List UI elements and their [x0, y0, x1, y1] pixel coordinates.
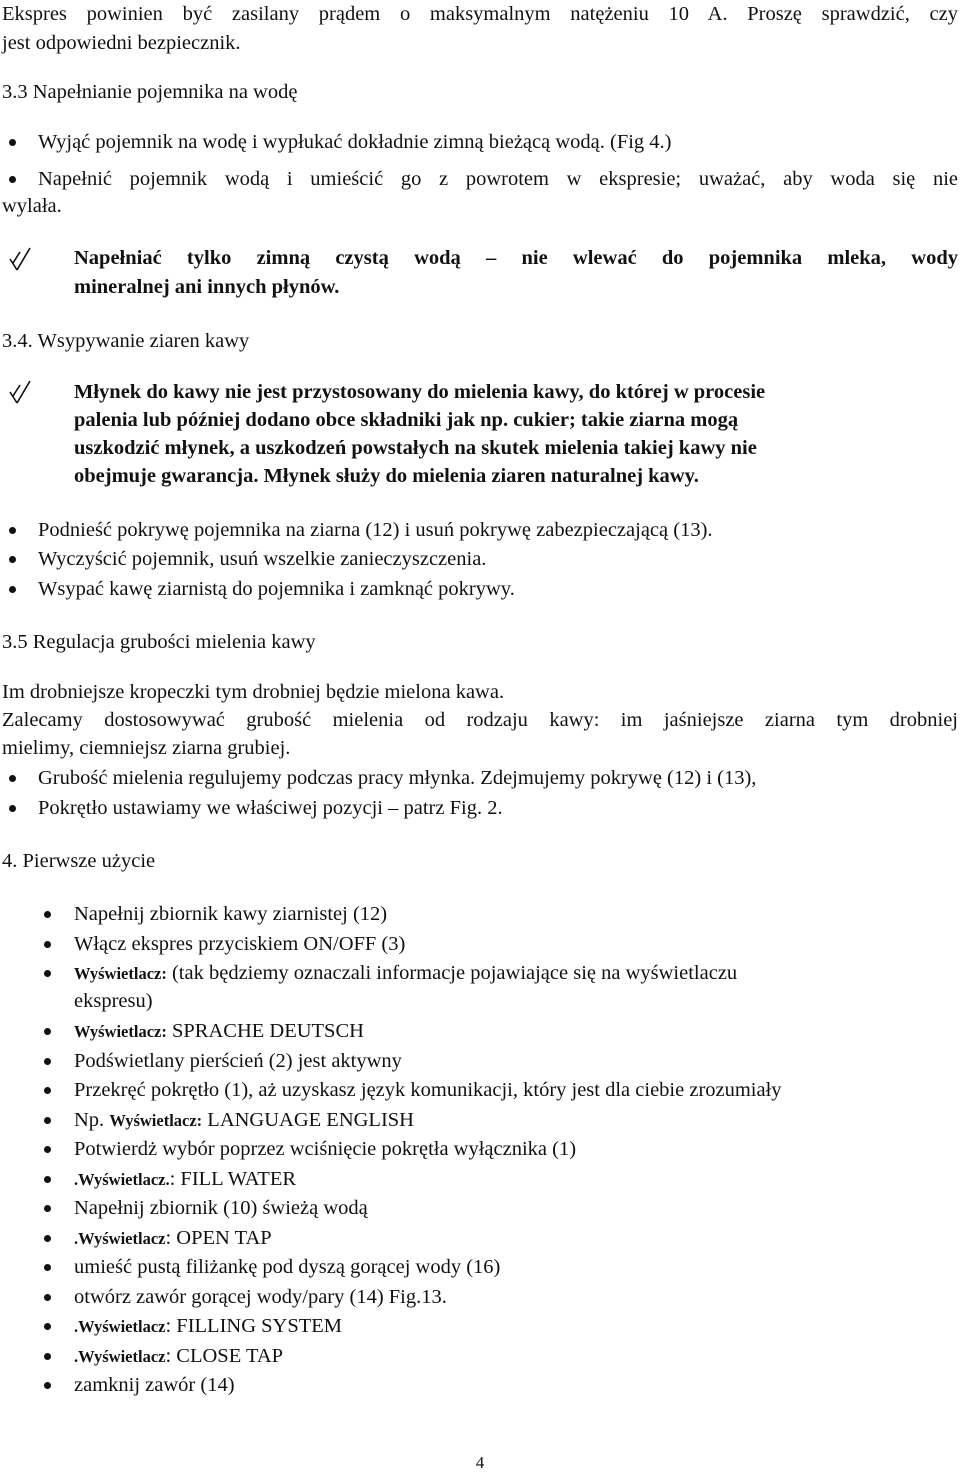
bullet-icon	[44, 1264, 51, 1271]
warning-check-icon	[8, 246, 32, 274]
s4-item-9	[74, 1165, 296, 1194]
s4-item-4-text: SPRACHE DEUTSCH	[171, 1020, 364, 1042]
s34-warning-line-2: palenia lub później dodano obce składniki jak np. cukier; takie ziarna mogą	[74, 409, 739, 431]
s4-item-3-text: (tak będziemy oznaczali informacje pojawiające się na wyświetlaczu	[171, 962, 738, 984]
bullet-icon	[44, 1146, 51, 1153]
bullet-icon	[9, 805, 16, 812]
s33-warning-line-1: Napełniać tylko zimną czystą wodą – nie wlewać do pojemnika mleka, wody	[74, 247, 958, 269]
s33-item-2: Napełnić pojemnik wodą i umieścić go z powrotem w ekspresie; uważać, aby woda się nie	[38, 168, 958, 190]
s4-item-11-text: : OPEN TAP	[165, 1227, 272, 1249]
bullet-icon	[9, 775, 16, 782]
display-label: Wyświetlacz:	[74, 1022, 167, 1041]
s4-item-4	[74, 1017, 364, 1046]
s4-item-9-text: : FILL WATER	[169, 1168, 297, 1190]
s4-item-11	[74, 1224, 272, 1253]
bullet-icon	[9, 139, 16, 146]
s34-item-2: Wyczyścić pojemnik, usuń wszelkie zanieczyszczenia.	[38, 548, 487, 570]
s33-item-1: Wyjąć pojemnik na wodę i wypłukać dokładnie zimną bieżącą wodą. (Fig 4.)	[38, 131, 672, 153]
s4-item-1: Napełnij zbiornik kawy ziarnistej (12)	[74, 903, 388, 925]
s4-item-10: Napełnij zbiornik (10) świeżą wodą	[74, 1197, 368, 1219]
s4-item-5: Podświetlany pierścień (2) jest aktywny	[74, 1050, 402, 1072]
display-label: .Wyświetlacz.	[74, 1170, 170, 1189]
bullet-icon	[44, 970, 51, 977]
bullet-icon	[44, 1028, 51, 1035]
s34-warning-line-3: uszkodzić młynek, a uszkodzeń powstałych na skutek mielenia takiej kawy nie	[74, 437, 757, 459]
s4-item-7-text: LANGUAGE ENGLISH	[207, 1109, 414, 1131]
intro-line-2: jest odpowiedni bezpiecznik.	[2, 32, 241, 54]
section-3-4-heading: 3.4. Wsypywanie ziaren kawy	[2, 330, 250, 352]
bullet-icon	[9, 527, 16, 534]
bullet-icon	[44, 1382, 51, 1389]
bullet-icon	[44, 1087, 51, 1094]
bullet-icon	[44, 1205, 51, 1212]
s34-warning-line-1: Młynek do kawy nie jest przystosowany do mielenia kawy, do której w procesie	[74, 381, 766, 403]
s4-item-16: zamknij zawór (14)	[74, 1374, 235, 1396]
bullet-icon	[44, 1058, 51, 1065]
bullet-icon	[44, 1323, 51, 1330]
s4-item-15-text: : CLOSE TAP	[165, 1345, 284, 1367]
display-label: .Wyświetlacz	[74, 1229, 166, 1248]
s4-item-8: Potwierdż wybór poprzez wciśnięcie pokrętła wyłącznika (1)	[74, 1138, 577, 1160]
s34-warning-line-4: obejmuje gwarancja. Młynek służy do mielenia ziaren naturalnej kawy.	[74, 465, 699, 487]
s34-item-3: Wsypać kawę ziarnistą do pojemnika i zamknąć pokrywy.	[38, 578, 515, 600]
bullet-icon	[44, 1294, 51, 1301]
s4-item-14	[74, 1312, 342, 1341]
display-label: Wyświetlacz:	[74, 964, 167, 983]
section-4-heading: 4. Pierwsze użycie	[2, 850, 156, 872]
s35-para-1: Im drobniejsze kropeczki tym drobniej będzie mielona kawa.	[2, 681, 505, 703]
section-3-5-heading: 3.5 Regulacja grubości mielenia kawy	[2, 631, 316, 653]
bullet-icon	[44, 911, 51, 918]
display-label: .Wyświetlacz	[74, 1347, 166, 1366]
s33-item-2-cont: wylała.	[2, 195, 62, 217]
page-number: 4	[475, 1453, 485, 1472]
bullet-icon	[44, 1176, 51, 1183]
s4-item-6: Przekręć pokrętło (1), aż uzyskasz język komunikacji, który jest dla ciebie zrozumiały	[74, 1079, 782, 1101]
bullet-icon	[44, 941, 51, 948]
s4-item-2: Włącz ekspres przyciskiem ON/OFF (3)	[74, 933, 406, 955]
s35-item-2: Pokrętło ustawiamy we właściwej pozycji – patrz Fig. 2.	[38, 797, 503, 819]
display-label: .Wyświetlacz	[74, 1317, 166, 1336]
s33-warning-line-2: mineralnej ani innych płynów.	[74, 276, 340, 298]
s35-item-1: Grubość mielenia regulujemy podczas pracy młynka. Zdejmujemy pokrywę (12) i (13),	[38, 767, 757, 789]
warning-check-icon	[8, 379, 32, 407]
s35-para-2-cont: mielimy, ciemniejsz ziarna grubiej.	[2, 737, 291, 759]
s4-item-3	[74, 959, 737, 988]
s4-item-13: otwórz zawór gorącej wody/pary (14) Fig.13.	[74, 1286, 447, 1308]
s35-para-2: Zalecamy dostosowywać grubość mielenia od rodzaju kawy: im jaśniejsze ziarna tym drobniej	[2, 709, 958, 731]
s4-item-3-cont: ekspresu)	[74, 990, 153, 1012]
bullet-icon	[9, 176, 16, 183]
s4-item-7	[74, 1106, 414, 1135]
intro-line-1: Ekspres powinien być zasilany prądem o maksymalnym natężeniu 10 A. Proszę sprawdzić, czy	[2, 3, 958, 25]
bullet-icon	[44, 1235, 51, 1242]
bullet-icon	[44, 1117, 51, 1124]
s4-item-7-prefix: Np.	[74, 1109, 105, 1131]
bullet-icon	[9, 586, 16, 593]
bullet-icon	[9, 556, 16, 563]
section-3-3-heading: 3.3 Napełnianie pojemnika na wodę	[2, 81, 298, 103]
display-label: Wyświetlacz:	[109, 1111, 203, 1130]
s4-item-15	[74, 1342, 283, 1371]
s34-item-1: Podnieść pokrywę pojemnika na ziarna (12) i usuń pokrywę zabezpieczającą (13).	[38, 519, 713, 541]
s4-item-14-text: : FILLING SYSTEM	[165, 1315, 343, 1337]
s4-item-12: umieść pustą filiżankę pod dyszą gorącej wody (16)	[74, 1256, 501, 1278]
bullet-icon	[44, 1353, 51, 1360]
